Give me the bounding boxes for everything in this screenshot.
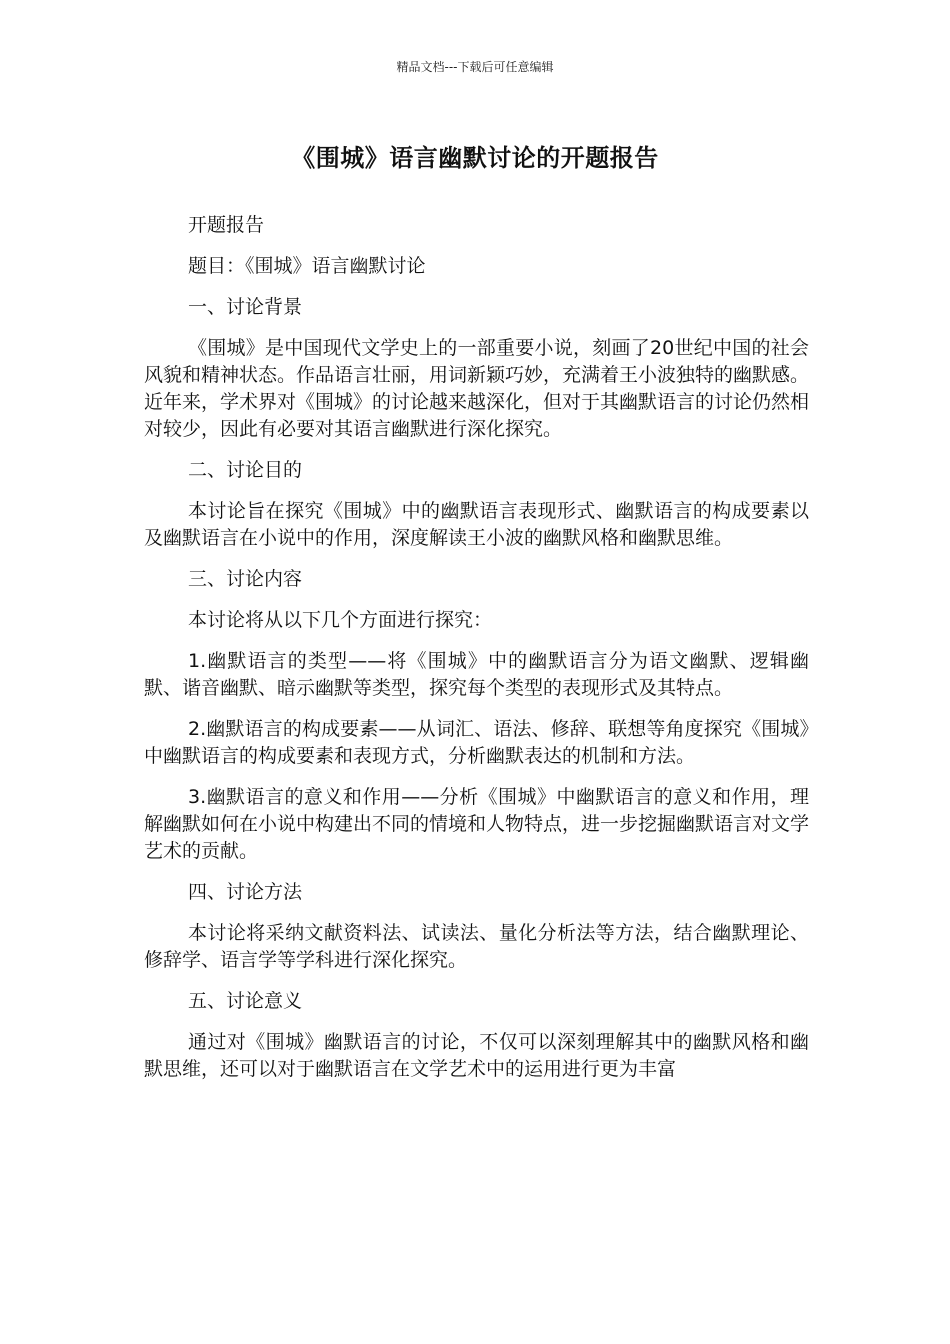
paragraph-significance: 通过对《围城》幽默语言的讨论，不仅可以深刻理解其中的幽默风格和幽默思维，还可以对于幽默语言在文学艺术中的运用进行更为丰富	[144, 1031, 809, 1080]
paragraph-content-item-3: 3.幽默语言的意义和作用——分析《围城》中幽默语言的意义和作用，理解幽默如何在小说中构建出不同的情境和人物特点，进一步挖掘幽默语言对文学艺术的贡献。	[144, 786, 810, 862]
heading-content: 三、讨论内容	[188, 568, 303, 590]
paragraph-background: 《围城》是中国现代文学史上的一部重要小说，刻画了20世纪中国的社会风貌和精神状态。作品语言壮丽，用词新颖巧妙，充满着王小波独特的幽默感。近年来，学术界对《围城》的讨论越来越深化，但对于其幽默语言的讨论仍然相对较少，因此有必要对其语言幽默进行深化探究。	[144, 337, 810, 440]
heading-significance: 五、讨论意义	[188, 990, 303, 1012]
document-body	[144, 212, 809, 1097]
heading-background: 一、讨论背景	[188, 296, 303, 318]
paragraph-purpose: 本讨论旨在探究《围城》中的幽默语言表现形式、幽默语言的构成要素以及幽默语言在小说中的作用，深度解读王小波的幽默风格和幽默思维。	[144, 500, 809, 549]
document-title: 《围城》语言幽默讨论的开题报告	[291, 144, 659, 172]
paragraph-content-item-2: 2.幽默语言的构成要素——从词汇、语法、修辞、联想等角度探究《围城》中幽默语言的构成要素和表现方式，分析幽默表达的机制和方法。	[144, 718, 809, 767]
paragraph-report-label: 开题报告	[188, 214, 265, 236]
paragraph-content-item-1: 1.幽默语言的类型——将《围城》中的幽默语言分为语文幽默、逻辑幽默、谐音幽默、暗示幽默等类型，探究每个类型的表现形式及其特点。	[144, 650, 809, 699]
paragraph-method: 本讨论将采纳文献资料法、试读法、量化分析法等方法，结合幽默理论、修辞学、语言学等学科进行深化探究。	[144, 922, 809, 971]
paragraph-topic: 题目：《围城》语言幽默讨论	[188, 255, 426, 277]
page-header-note: 精品文档---下载后可任意编辑	[396, 60, 554, 74]
heading-method: 四、讨论方法	[188, 881, 303, 903]
heading-purpose: 二、讨论目的	[188, 459, 303, 481]
paragraph-content-intro: 本讨论将从以下几个方面进行探究：	[188, 609, 493, 631]
